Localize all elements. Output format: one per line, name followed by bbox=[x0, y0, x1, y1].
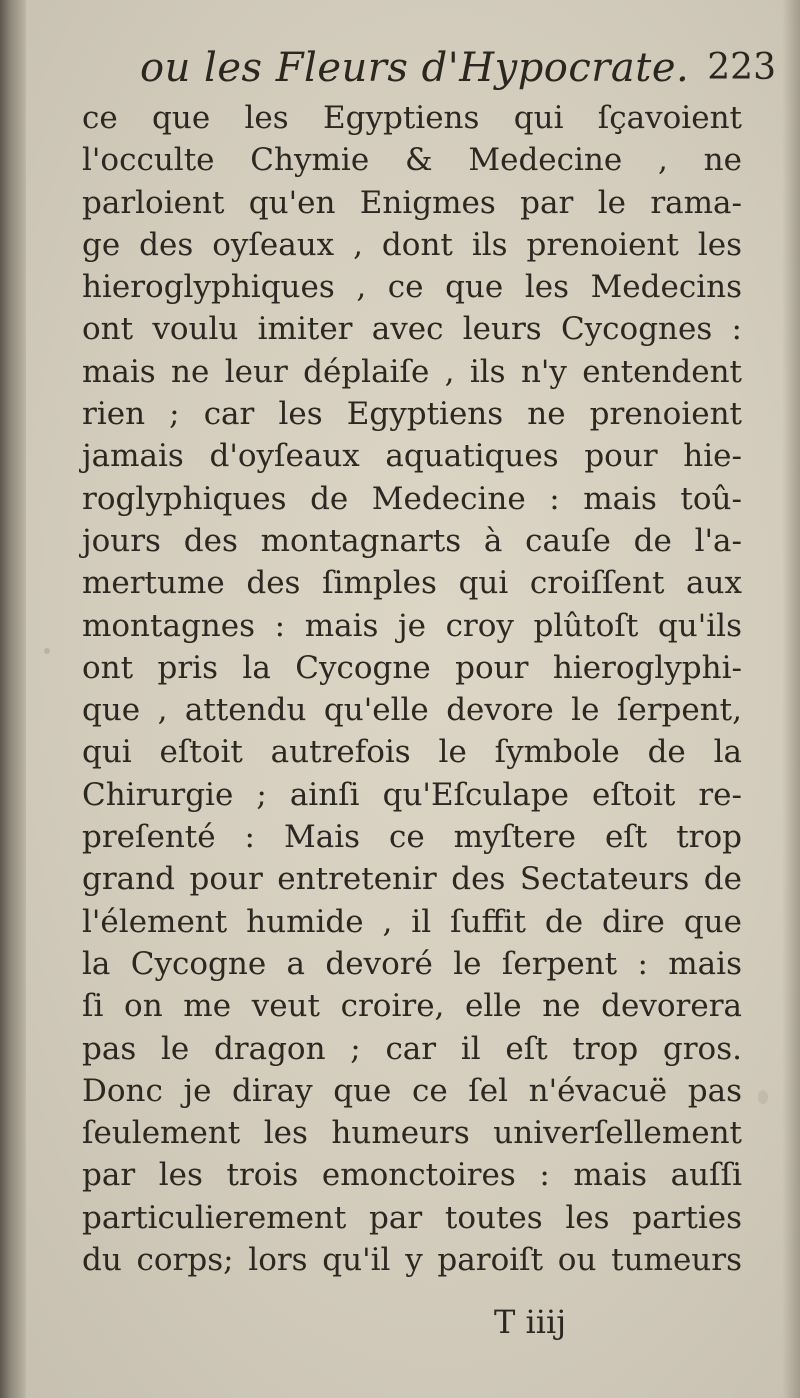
text-line: rien ; car les Egyptiens ne prenoient bbox=[82, 396, 742, 433]
paper-spot bbox=[44, 648, 50, 654]
body-text bbox=[82, 97, 742, 1281]
text-line: pas le dragon ; car il eſt trop gros. bbox=[82, 1030, 742, 1067]
paper-spot bbox=[758, 1090, 768, 1104]
page-edge-shadow bbox=[782, 0, 800, 1398]
text-line: jamais d'oyſeaux aquatiques pour hie- bbox=[82, 438, 742, 475]
text-line: preſenté : Mais ce myſtere eſt trop bbox=[82, 819, 742, 856]
text-line: particulierement par toutes les parties bbox=[82, 1199, 742, 1236]
text-line: hieroglyphiques , ce que les Medecins bbox=[82, 269, 742, 306]
page-binding-shadow bbox=[0, 0, 26, 1398]
text-line: mais ne leur déplaiſe , ils n'y entendent bbox=[82, 353, 742, 390]
text-line: la Cycogne a devoré le ſerpent : mais bbox=[82, 945, 742, 982]
text-line: roglyphiques de Medecine : mais toû- bbox=[82, 480, 742, 517]
text-line: Donc je diray que ce ſel n'évacuë pas bbox=[82, 1072, 742, 1109]
text-line: l'occulte Chymie & Medecine , ne bbox=[82, 142, 742, 179]
text-line: ge des oyſeaux , dont ils prenoient les bbox=[82, 226, 742, 263]
text-line: ce que les Egyptiens qui ſçavoient bbox=[82, 100, 742, 136]
running-title: ou les Fleurs d'Hypocrate. bbox=[140, 45, 690, 91]
text-line: montagnes : mais je croy plûtoſt qu'ils bbox=[82, 607, 742, 644]
text-line: ſeulement les humeurs univerſellement bbox=[82, 1115, 742, 1152]
text-line: par les trois emonctoires : mais auſſi bbox=[82, 1157, 742, 1194]
text-line: que , attendu qu'elle devore le ſerpent, bbox=[82, 692, 742, 729]
text-line: jours des montagnarts à cauſe de l'a- bbox=[82, 522, 742, 559]
text-line: l'élement humide , il ſuffit de dire que bbox=[82, 903, 742, 940]
running-header bbox=[140, 38, 780, 98]
text-line: du corps; lors qu'il y paroiſt ou tumeurs bbox=[82, 1242, 742, 1279]
text-line: ſi on me veut croire, elle ne devorera bbox=[82, 988, 742, 1025]
text-line: qui eſtoit autrefois le ſymbole de la bbox=[82, 734, 742, 771]
page-number: 223 bbox=[707, 47, 776, 88]
text-line: Chirurgie ; ainſi qu'Eſculape eſtoit re- bbox=[82, 776, 742, 813]
signature-mark: T iiij bbox=[494, 1303, 567, 1341]
text-line: grand pour entretenir des Sectateurs de bbox=[82, 861, 742, 898]
text-line: parloient qu'en Enigmes par le rama- bbox=[82, 184, 742, 221]
text-line: mertume des ſimples qui croiſſent aux bbox=[82, 565, 742, 602]
text-line: ont voulu imiter avec leurs Cycognes : bbox=[82, 311, 742, 348]
text-line: ont pris la Cycogne pour hieroglyphi- bbox=[82, 649, 742, 686]
